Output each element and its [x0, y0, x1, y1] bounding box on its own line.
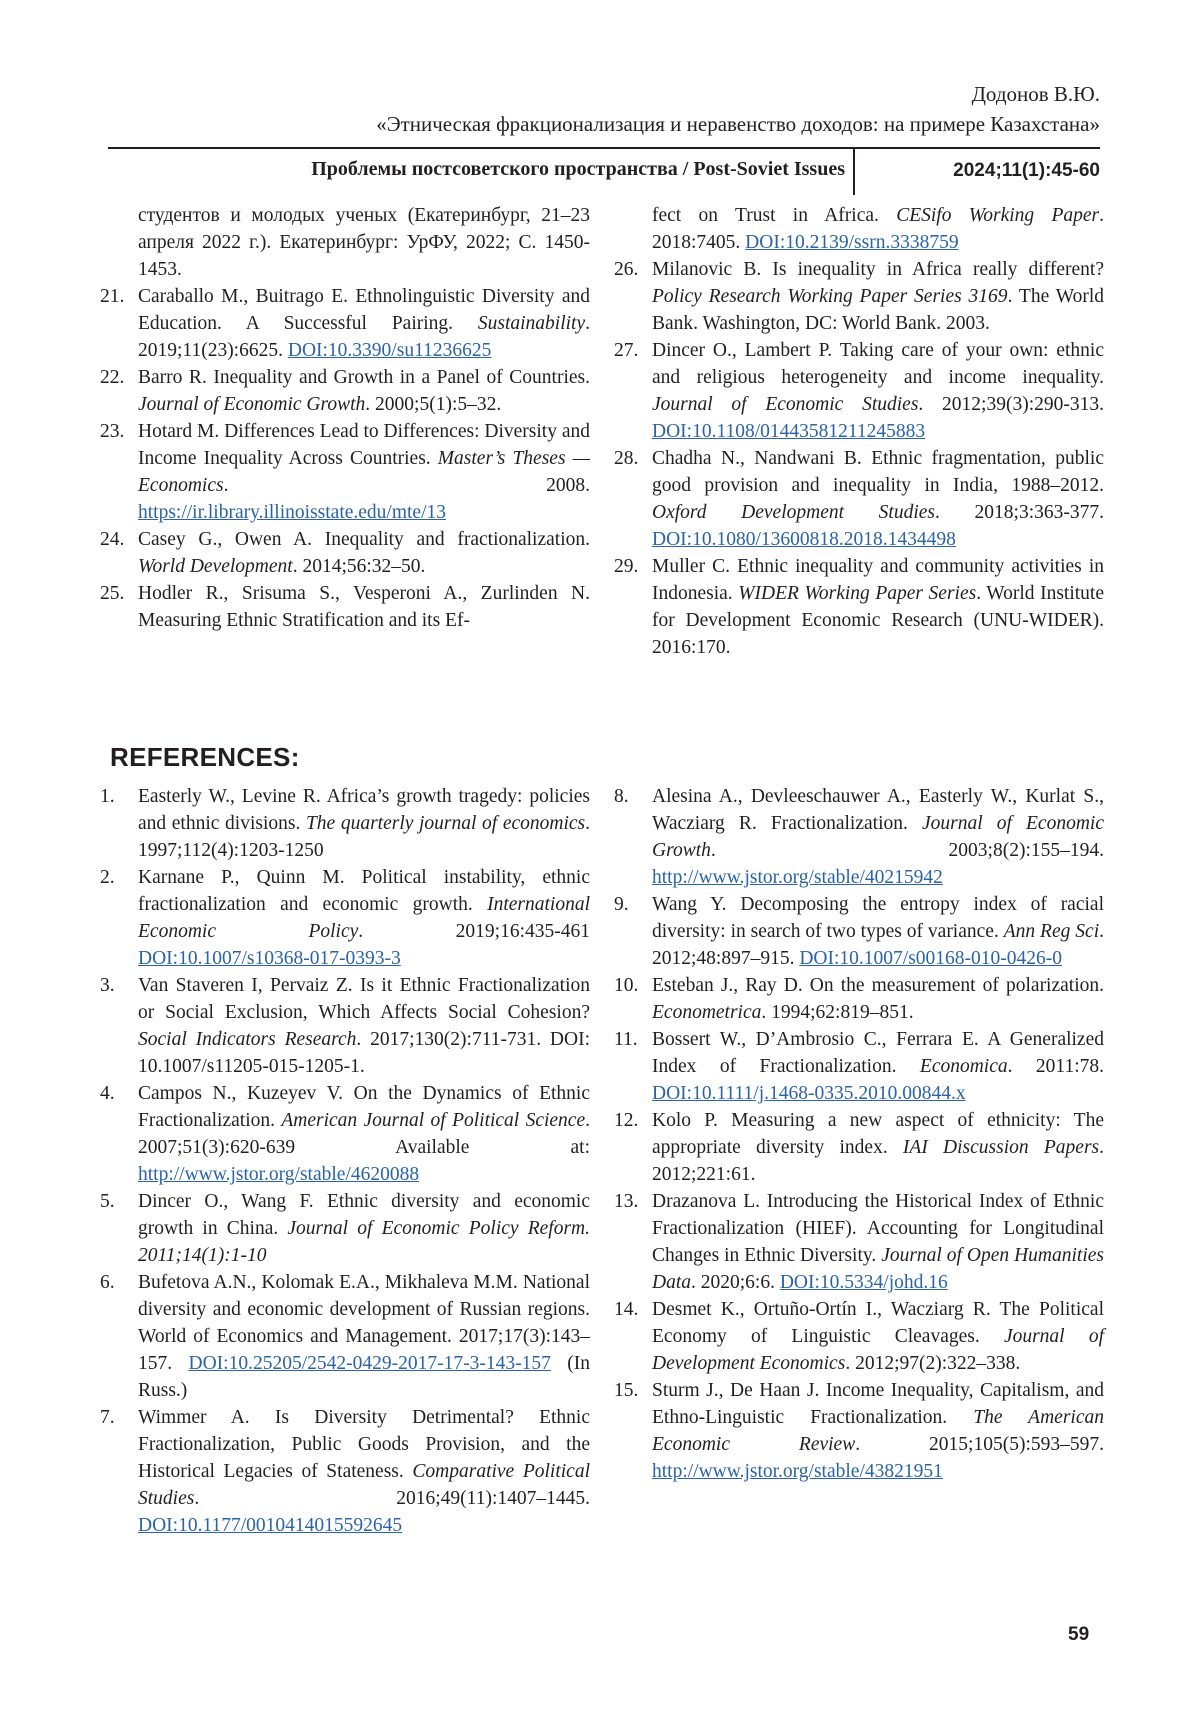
reference-text: Wimmer A. Is Diversity Detrimental? Ethnic Fractionalization, Public Goods Provision, and the Historical Legacies of Stateness.: [138, 1407, 590, 1482]
reference-text: Barro R. Inequality and Growth in a Panel of Countries.: [138, 367, 590, 388]
reference-text: Sturm J., De Haan J. Income Inequality, Capitalism, and Ethno-Linguistic Fractionalization.: [652, 1380, 1104, 1428]
reference-text: Dincer O., Wang F. Ethnic diversity and economic growth in China.: [138, 1191, 590, 1239]
reference-item: [100, 864, 590, 972]
reference-item: [614, 972, 1104, 1026]
reference-link[interactable]: DOI:10.2139/ssrn.3338759: [745, 232, 958, 253]
reference-link[interactable]: DOI:10.1007/s00168-010-0426-0: [799, 948, 1062, 969]
reference-number: 22.: [100, 364, 124, 391]
reference-item: [614, 256, 1104, 337]
reference-link[interactable]: http://www.jstor.org/stable/4620088: [138, 1164, 419, 1185]
reference-item: [100, 972, 590, 1080]
reference-item: [100, 202, 590, 283]
reference-text: . 2019;11(23):6625.: [138, 313, 590, 361]
reference-text: Karnane P., Quinn M. Political instability, ethnic fractionalization and economic growth.: [138, 867, 590, 915]
reference-link[interactable]: https://ir.library.illinoisstate.edu/mte/13: [138, 502, 446, 523]
reference-item: [100, 526, 590, 580]
reference-number: 21.: [100, 283, 124, 310]
reference-item: [100, 580, 590, 634]
reference-number: 25.: [100, 580, 124, 607]
reference-text: Bufetova A.N., Kolomak E.A., Mikhaleva M.M. National diversity and economic development of Russian regions. World of Economics and Management. 2017;17(3):143–157.: [138, 1272, 590, 1374]
reference-number: 27.: [614, 337, 638, 364]
reference-text: Caraballo M., Buitrago E. Ethnolinguistic Diversity and Education. A Successful Pairing.: [138, 286, 590, 334]
reference-link[interactable]: DOI:10.5334/johd.16: [780, 1272, 948, 1293]
header-divider: [108, 147, 1100, 149]
reference-source-title: IAI Discussion Papers: [903, 1137, 1099, 1158]
reference-text: . 2018;3:363-377.: [935, 502, 1104, 523]
reference-link[interactable]: DOI:10.25205/2542-0429-2017-17-3-143-157: [189, 1353, 551, 1374]
reference-text: студентов и молодых ученых (Екатеринбург, 21–23 апреля 2022 г.). Екатеринбург: УрФУ, 2022; С. 1450-1453.: [138, 205, 590, 280]
reference-item: [100, 783, 590, 864]
literature-left-column: [100, 202, 590, 634]
reference-item: [614, 1188, 1104, 1296]
reference-number: 7.: [100, 1404, 115, 1431]
reference-text: Kolo P. Measuring a new aspect of ethnicity: The appropriate diversity index.: [652, 1110, 1104, 1158]
reference-number: 3.: [100, 972, 115, 999]
header-vertical-divider: [853, 148, 855, 195]
reference-source-title: The quarterly journal of economics: [306, 813, 585, 834]
reference-source-title: Journal of Economic Growth: [138, 394, 365, 415]
reference-text: Campos N., Kuzeyev V. On the Dynamics of Ethnic Fractionalization.: [138, 1083, 590, 1131]
reference-text: . 2012;39(3):290-313.: [918, 394, 1104, 415]
references-heading: REFERENCES:: [110, 742, 300, 773]
reference-text: Bossert W., D’Ambrosio C., Ferrara E. A Generalized Index of Fractionalization.: [652, 1029, 1104, 1077]
reference-text: . 2003;8(2):155–194.: [711, 840, 1104, 861]
reference-text: . World Institute for Development Economic Research (UNU-WIDER). 2016:170.: [652, 583, 1104, 658]
reference-text: Alesina A., Devleeschauwer A., Easterly W., Kurlat S., Wacziarg R. Fractionalization.: [652, 786, 1104, 834]
reference-text: Easterly W., Levine R. Africa’s growth tragedy: policies and ethnic divisions.: [138, 786, 590, 834]
reference-text: . 2011:78.: [1008, 1056, 1104, 1077]
literature-right-column: [614, 202, 1104, 661]
reference-number: 10.: [614, 972, 638, 999]
reference-item: [614, 1026, 1104, 1107]
reference-item: [614, 1377, 1104, 1485]
reference-source-title: American Journal of Political Science: [281, 1110, 585, 1131]
reference-text: (In Russ.): [138, 1353, 590, 1401]
header-journal: Проблемы постсоветского пространства / Post-Soviet Issues: [311, 158, 845, 181]
reference-text: . 2012;48:897–915.: [652, 921, 1104, 969]
reference-source-title: Comparative Political Studies: [138, 1461, 590, 1509]
reference-item: [100, 418, 590, 526]
reference-link[interactable]: DOI:10.1111/j.1468-0335.2010.00844.x: [652, 1083, 966, 1104]
reference-text: Dincer O., Lambert P. Taking care of your own: ethnic and religious heterogeneity and income inequality.: [652, 340, 1104, 388]
reference-source-title: Policy Research Working Paper Series 3169: [652, 286, 1008, 307]
reference-link[interactable]: DOI:10.1007/s10368-017-0393-3: [138, 948, 401, 969]
reference-source-title: Oxford Development Studies: [652, 502, 935, 523]
reference-item: [614, 445, 1104, 553]
reference-number: 28.: [614, 445, 638, 472]
reference-source-title: The American Economic Review: [652, 1407, 1104, 1455]
reference-number: 2.: [100, 864, 115, 891]
reference-text: . 2020;6:6.: [691, 1272, 780, 1293]
reference-number: 4.: [100, 1080, 115, 1107]
reference-link[interactable]: DOI:10.1080/13600818.2018.1434498: [652, 529, 956, 550]
reference-list: [100, 202, 590, 634]
reference-text: . 2015;105(5):593–597.: [855, 1434, 1104, 1455]
reference-list: [100, 783, 590, 1539]
reference-text: . 2000;5(1):5–32.: [365, 394, 501, 415]
references-right-column: [614, 783, 1104, 1485]
reference-source-title: Econometrica: [652, 1002, 761, 1023]
reference-text: Muller C. Ethnic inequality and community activities in Indonesia.: [652, 556, 1104, 604]
reference-number: 24.: [100, 526, 124, 553]
reference-text: Desmet K., Ortuño-Ortín I., Wacziarg R. The Political Economy of Linguistic Cleavages.: [652, 1299, 1104, 1347]
reference-source-title: Journal of Economic Growth: [652, 813, 1104, 861]
reference-item: [100, 1188, 590, 1269]
reference-text: . 2012;221:61.: [652, 1137, 1104, 1185]
header-issue: 2024;11(1):45-60: [953, 160, 1100, 182]
reference-text: fect on Trust in Africa.: [652, 205, 896, 226]
reference-source-title: International Economic Policy: [138, 894, 590, 942]
reference-source-title: CESifo Working Paper: [896, 205, 1099, 226]
references-left-column: [100, 783, 590, 1539]
reference-item: [100, 283, 590, 364]
reference-source-title: WIDER Working Paper Series: [738, 583, 976, 604]
reference-list: [614, 202, 1104, 661]
reference-source-title: World Development: [138, 556, 293, 577]
reference-source-title: Sustainability: [478, 313, 585, 334]
reference-number: 5.: [100, 1188, 115, 1215]
reference-source-title: Master’s Theses — Economics: [138, 448, 590, 496]
header-author: Додонов В.Ю.: [972, 82, 1100, 107]
reference-link[interactable]: http://www.jstor.org/stable/43821951: [652, 1461, 943, 1482]
reference-item: [100, 1269, 590, 1404]
reference-text: Van Staveren I, Pervaiz Z. Is it Ethnic Fractionalization or Social Exclusion, Which Affects Social Cohesion?: [138, 975, 590, 1023]
reference-item: [614, 1107, 1104, 1188]
reference-text: . 1994;62:819–851.: [761, 1002, 913, 1023]
reference-item: [614, 337, 1104, 445]
reference-number: 26.: [614, 256, 638, 283]
reference-item: [100, 364, 590, 418]
reference-text: Hodler R., Srisuma S., Vesperoni A., Zurlinden N. Measuring Ethnic Stratification and its Ef-: [138, 583, 590, 631]
reference-number: 14.: [614, 1296, 638, 1323]
reference-number: 11.: [614, 1026, 638, 1053]
reference-number: 13.: [614, 1188, 638, 1215]
reference-text: . 2017;130(2):711-731. DOI: 10.1007/s11205-015-1205-1.: [138, 1029, 590, 1077]
reference-link[interactable]: DOI:10.1108/01443581211245883: [652, 421, 925, 442]
reference-text: . 2012;97(2):322–338.: [845, 1353, 1020, 1374]
reference-text: Wang Y. Decomposing the entropy index of racial diversity: in search of two types of variance.: [652, 894, 1104, 942]
reference-source-title: Economica: [920, 1056, 1008, 1077]
reference-item: [614, 553, 1104, 661]
reference-text: . 2014;56:32–50.: [293, 556, 426, 577]
reference-number: 6.: [100, 1269, 115, 1296]
reference-item: [614, 891, 1104, 972]
reference-number: 29.: [614, 553, 638, 580]
reference-text: . The World Bank. Washington, DC: World Bank. 2003.: [652, 286, 1104, 334]
reference-link[interactable]: DOI:10.1177/0010414015592645: [138, 1515, 402, 1536]
reference-number: 9.: [614, 891, 629, 918]
reference-number: 1.: [100, 783, 115, 810]
reference-text: Esteban J., Ray D. On the measurement of polarization.: [652, 975, 1104, 996]
reference-source-title: Journal of Economic Studies: [652, 394, 918, 415]
reference-source-title: Social Indicators Research: [138, 1029, 356, 1050]
reference-text: Chadha N., Nandwani B. Ethnic fragmentation, public good provision and inequality in India, 1988–2012.: [652, 448, 1104, 496]
reference-text: Drazanova L. Introducing the Historical Index of Ethnic Fractionalization (HIEF). Accounting for Longitudinal Changes in Ethnic Diversity.: [652, 1191, 1104, 1266]
reference-source-title: Ann Reg Sci: [1004, 921, 1099, 942]
reference-text: . 1997;112(4):1203-1250: [138, 813, 590, 861]
reference-text: Casey G., Owen A. Inequality and fractionalization.: [138, 529, 590, 550]
reference-source-title: Journal of Economic Policy Reform. 2011;14(1):1-10: [138, 1218, 590, 1266]
reference-number: 12.: [614, 1107, 638, 1134]
reference-text: . 2019;16:435-461: [358, 921, 590, 942]
reference-source-title: Journal of Development Economics: [652, 1326, 1104, 1374]
reference-item: [614, 1296, 1104, 1377]
reference-text: Hotard M. Differences Lead to Differences: Diversity and Income Inequality Across Countries.: [138, 421, 590, 469]
reference-list: [614, 783, 1104, 1485]
reference-link[interactable]: http://www.jstor.org/stable/40215942: [652, 867, 943, 888]
reference-item: [100, 1404, 590, 1539]
page-number: 59: [1068, 1624, 1089, 1646]
reference-number: 15.: [614, 1377, 638, 1404]
reference-text: Milanovic B. Is inequality in Africa really different?: [652, 259, 1104, 280]
reference-item: [100, 1080, 590, 1188]
reference-text: . 2007;51(3):620-639 Available at:: [138, 1110, 590, 1158]
reference-link[interactable]: DOI:10.3390/su11236625: [288, 340, 491, 361]
reference-item: [614, 783, 1104, 891]
reference-text: . 2016;49(11):1407–1445.: [194, 1488, 590, 1509]
reference-number: 23.: [100, 418, 124, 445]
reference-text: . 2018:7405.: [652, 205, 1104, 253]
header-article-title: «Этническая фракционализация и неравенство доходов: на примере Казахстана»: [376, 112, 1100, 137]
reference-text: . 2008.: [224, 475, 590, 496]
reference-source-title: Journal of Open Humanities Data: [652, 1245, 1104, 1293]
reference-number: 8.: [614, 783, 629, 810]
reference-item: [614, 202, 1104, 256]
